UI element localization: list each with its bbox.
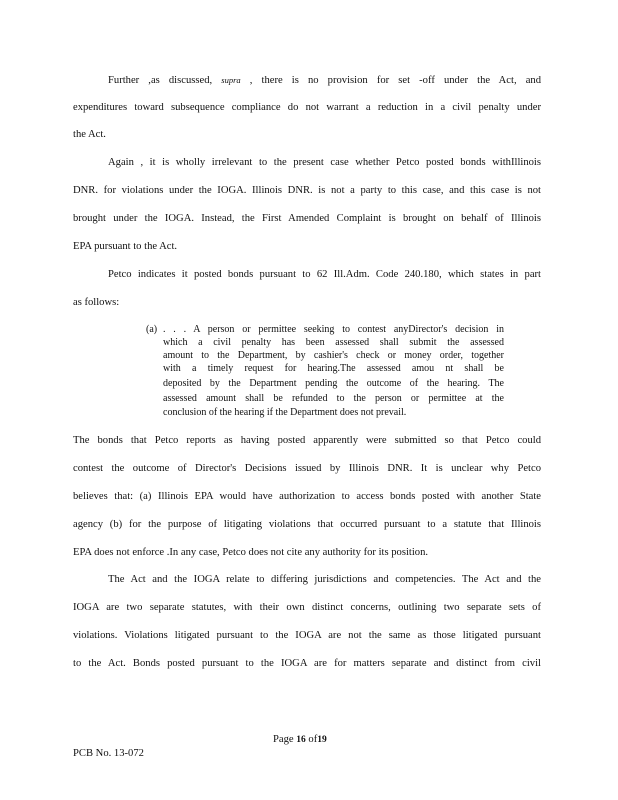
total-pages: 19: [317, 735, 327, 745]
paragraph-5-line-1: The Act and the IOGA relate to differing jurisdictions and competencies. The Act and the: [108, 574, 541, 585]
paragraph-1-line-2: expenditures toward subsequence compliance do not warrant a reduction in a civil penalty under: [73, 102, 541, 113]
quote-line-4: with a timely request for hearing.The assessed amou nt shall be: [163, 363, 504, 374]
paragraph-4-line-1: The bonds that Petco reports as having posted apparently were submitted so that Petco could: [73, 435, 541, 446]
quote-line-3: amount to the Department, by cashier's check or money order, together: [163, 350, 504, 361]
paragraph-1-line-3: the Act.: [73, 129, 106, 140]
paragraph-5-line-2: IOGA are two separate statutes, with their own distinct concerns, outlining two separate sets of: [73, 602, 541, 613]
quote-line-6: assessed amount shall be refunded to the person or permittee at the: [163, 393, 504, 404]
paragraph-2-line-4: EPA pursuant to the Act.: [73, 241, 178, 252]
paragraph-5-line-4: to the Act. Bonds posted pursuant to the IOGA are for matters separate and distinct from civil: [73, 658, 541, 669]
paragraph-2-line-2: DNR. for violations under the IOGA. Illinois DNR. is not a party to this case, and this case is not: [73, 185, 541, 196]
quote-marker: (a): [146, 324, 158, 335]
quote-line-1: . . . A person or permittee seeking to contest anyDirector's decision in: [163, 324, 504, 335]
paragraph-3-line-2: as follows:: [73, 297, 120, 308]
paragraph-4-line-5: EPA does not enforce .In any case, Petco does not cite any authority for its position.: [73, 547, 429, 558]
paragraph-5-line-3: violations. Violations litigated pursuant to the IOGA are not the same as those litigated pursuant: [73, 630, 541, 641]
case-number: PCB No. 13-072: [73, 748, 144, 759]
quote-line-7: conclusion of the hearing if the Department does not prevail.: [163, 407, 407, 418]
paragraph-1-line-1: Further ,as discussed, supra , there is no provision for set -off under the Act, and: [108, 75, 542, 86]
paragraph-2-line-1: Again , it is wholly irrelevant to the present case whether Petco posted bonds withIllinois: [108, 157, 541, 168]
paragraph-2-line-3: brought under the IOGA. Instead, the First Amended Complaint is brought on behalf of Illinois: [73, 213, 541, 224]
page-number: Page 16 of19: [273, 734, 327, 745]
quote-line-2: which a civil penalty has been assessed shall submit the assessed: [163, 337, 504, 348]
paragraph-4-line-4: agency (b) for the purpose of litigating violations that occurred pursuant to a statute that Illinois: [73, 519, 541, 530]
paragraph-4-line-3: believes that: (a) Illinois EPA would have authorization to access bonds posted with another State: [73, 491, 541, 502]
italic-supra: supra: [221, 75, 241, 85]
paragraph-4-line-2: contest the outcome of Director's Decisions issued by Illinois DNR. It is unclear why Petco: [73, 463, 541, 474]
quote-line-5: deposited by the Department pending the outcome of the hearing. The: [163, 378, 504, 389]
current-page: 16: [296, 735, 306, 745]
paragraph-3-line-1: Petco indicates it posted bonds pursuant to 62 Ill.Adm. Code 240.180, which states in part: [108, 269, 541, 280]
